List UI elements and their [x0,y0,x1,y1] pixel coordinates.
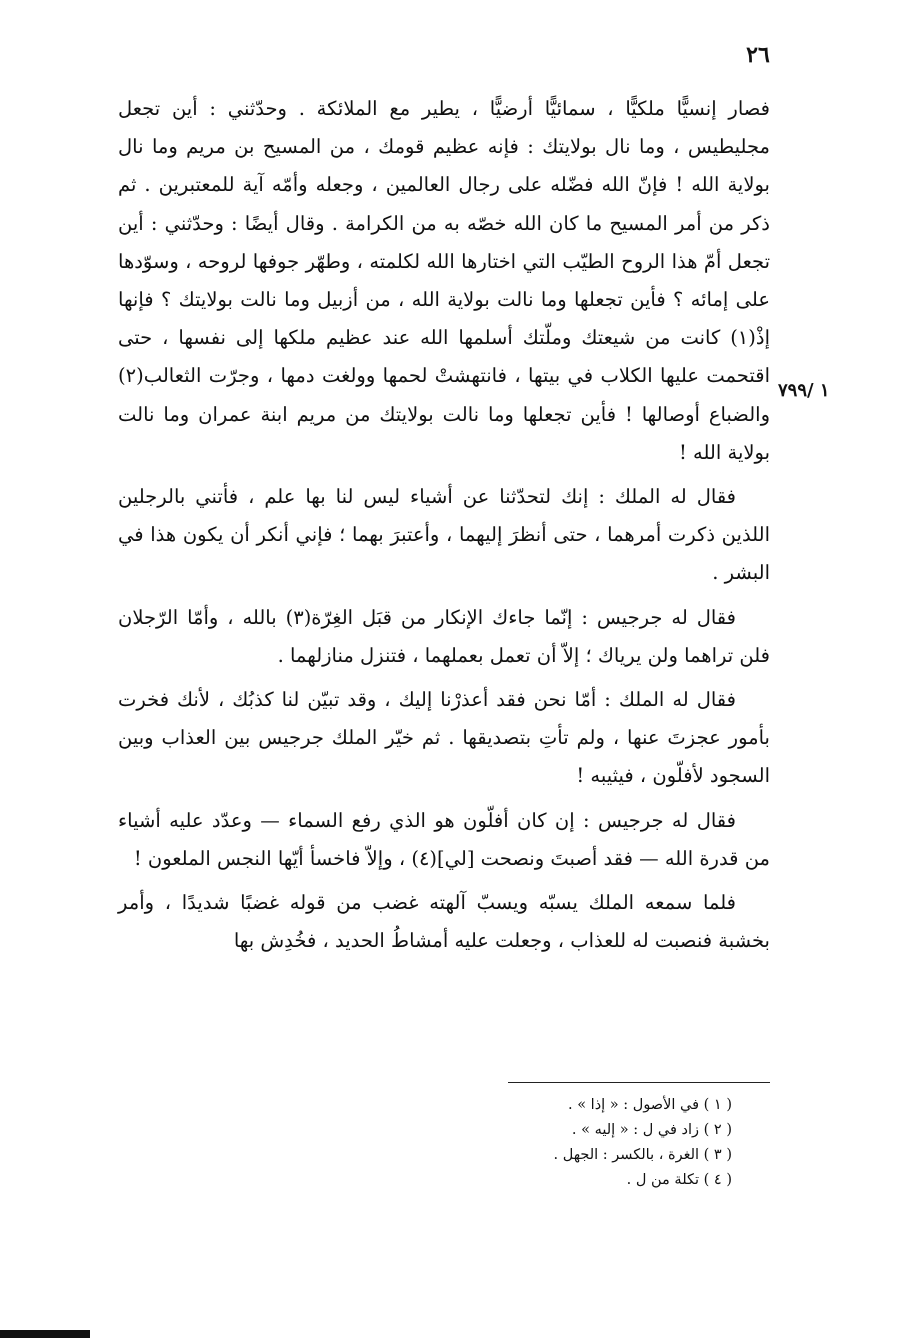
page-number: ٢٦ [746,42,770,68]
footnote: ( ٤ ) تكلة من ل . [626,1172,732,1188]
footnote: ( ١ ) في الأصول : « إذا » . [567,1097,732,1113]
paragraph: فقال له جرجيس : إنّما جاءك الإنكار من قبَل الغِرّة(٣) بالله ، وأمّا الرّجلان فلن تراهما ولن يرياك ؛ إلاّ أن تعمل بعملهما ، فتنزل منازلهما . [118,605,770,667]
paragraph: فقال له الملك : أمّا نحن فقد أعذرْنا إليك ، وقد تبيّن لنا كذبُك ، لأنك فخرت بأمور عجزتَ عنها ، ولم تأتِ بتصديقها . ثم خيّر الملك جرجيس بين العذاب وبين السجود لأفلّون ، فيثيبه ! [118,688,770,788]
paragraph: فقال له الملك : إنك لتحدّثنا عن أشياء ليس لنا بها علم ، فأتني بالرجلين اللذين ذكرت أمرهما ، حتى أنظرَ إليهما ، وأعتبرَ بهما ؛ فإني أنكر أن يكون هذا في البشر . [118,485,770,585]
footnote: ( ٣ ) الغرة ، بالكسر : الجهل . [553,1147,732,1163]
footnotes [470,1093,732,1193]
margin-note: ١ /٧٩٩ [778,380,830,401]
footnote: ( ٢ ) زاد في ل : « إليه » . [571,1122,732,1138]
paragraph: فصار إنسيًّا ملكيًّا ، سمائيًّا أرضيًّا ، يطير مع الملائكة . وحدّثني : أين تجعل مجليطيس ، وما نال بولايتك : فإنه عظيم قومك ، من المسيح بن مريم وما نال بولاية الله ! فإنّ الله فضّله على رجال العالمين ، وجعله وأمّه آية للمعتبرين . ثم ذكر من أمر المسيح ما كان الله خصّه به من الكرامة . وقال أيضًا : وحدّثني : أين تجعل أمّ هذا الروح الطيّب التي اختارها الله لكلمته ، وطهّر جوفها لروحه ، وسوّدها على إمائه ؟ فأين تجعلها وما نالت بولاية الله ، من أزبيل وما نالت بولايتك ؟ فإنها إذْ(١) كانت من شيعتك وملّتك أسلمها الله عند عظيم ملكها إلى نفسها ، حتى اقتحمت عليها الكلاب في بيتها ، فانتهشتْ لحمها وولغت دمها ، وجرّت الثعالب(٢) والضباع أوصالها ! فأين تجعلها وما نالت بولايتك من مريم ابنة عمران وما نالت بولاية الله ! [118,97,770,464]
scan-edge-mark [0,1330,90,1338]
body-text [118,90,770,960]
footnote-divider [508,1082,770,1083]
paragraph: فقال له جرجيس : إن كان أفلّون هو الذي رفع السماء — وعدّد عليه أشياء من قدرة الله — فقد أصبتَ ونصحت [لي](٤) ، وإلاّ فاخسأ أيّها النجس الملعون ! [118,808,770,870]
paragraph: فلما سمعه الملك يسبّه ويسبّ آلهته غضب من قوله غضبًا شديدًا ، وأمر بخشبة فنصبت له للعذاب ، وجعلت عليه أمشاطُ الحديد ، فخُدِش بها [118,891,770,953]
